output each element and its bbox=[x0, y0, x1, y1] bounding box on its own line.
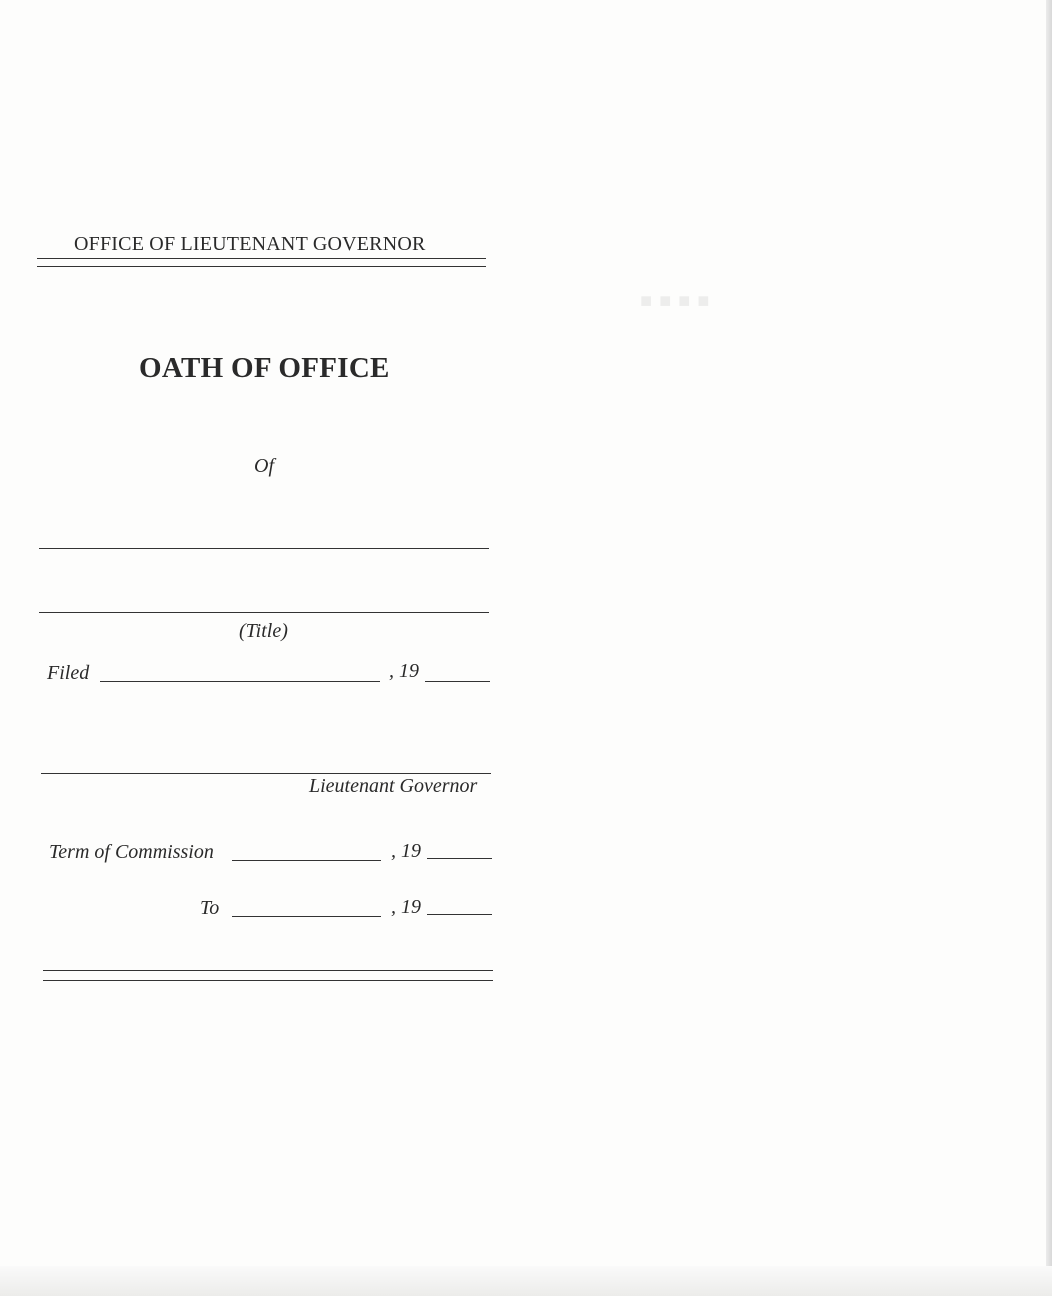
to-label: To bbox=[200, 897, 220, 919]
paper-right-edge bbox=[1046, 0, 1052, 1296]
to-year-prefix: , 19 bbox=[391, 896, 421, 918]
of-label: Of bbox=[254, 455, 274, 477]
show-through-text: ■ ■ ■ ■ bbox=[640, 290, 711, 312]
to-year-line[interactable] bbox=[427, 914, 492, 915]
lieutenant-governor-label: Lieutenant Governor bbox=[309, 775, 478, 797]
filed-date-line[interactable] bbox=[100, 681, 380, 682]
header-rule-top bbox=[37, 258, 486, 259]
term-date-line[interactable] bbox=[232, 860, 381, 861]
signature-line[interactable] bbox=[41, 773, 491, 774]
term-year-prefix: , 19 bbox=[391, 840, 421, 862]
title-caption: (Title) bbox=[239, 620, 288, 642]
footer-rule-top bbox=[43, 970, 493, 971]
paper-bottom-edge bbox=[0, 1266, 1052, 1296]
term-label: Term of Commission bbox=[49, 841, 214, 863]
to-date-line[interactable] bbox=[232, 916, 381, 917]
term-year-line[interactable] bbox=[427, 858, 492, 859]
filed-year-prefix: , 19 bbox=[389, 660, 419, 682]
footer-rule-bottom bbox=[43, 980, 493, 981]
document-title: OATH OF OFFICE bbox=[139, 352, 390, 384]
filed-year-line[interactable] bbox=[425, 681, 490, 682]
office-heading: OFFICE OF LIEUTENANT GOVERNOR bbox=[74, 233, 426, 255]
title-line[interactable] bbox=[39, 612, 489, 613]
filed-label: Filed bbox=[47, 662, 90, 684]
name-line[interactable] bbox=[39, 548, 489, 549]
header-rule-bottom bbox=[37, 266, 486, 267]
